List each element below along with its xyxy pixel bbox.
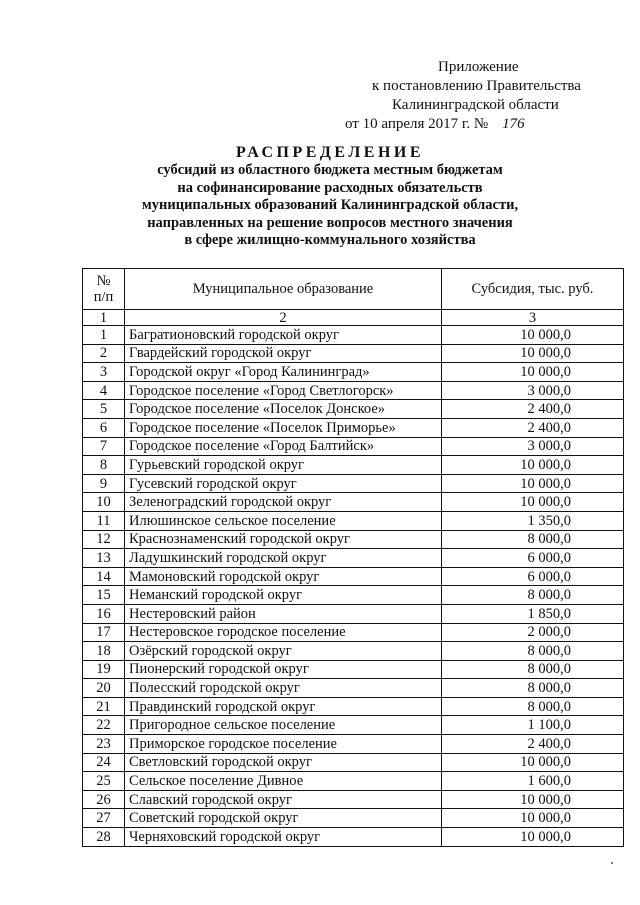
row-subsidy: 8 000,0 [442,586,624,605]
table-row [83,418,624,437]
row-municipality: Правдинский городской округ [125,697,442,716]
table-row [83,493,624,512]
table-body [83,326,624,847]
row-municipality: Пионерский городской округ [125,660,442,679]
table-row [83,437,624,456]
row-number: 7 [83,437,125,456]
table-row [83,381,624,400]
table-row [83,456,624,475]
row-number: 19 [83,660,125,679]
row-number: 24 [83,753,125,772]
row-municipality: Славский городской округ [125,790,442,809]
appendix-line-2: к постановлению Правительства [372,78,581,94]
scan-speck [611,862,613,864]
row-number: 10 [83,493,125,512]
table-row [83,474,624,493]
header-municipality: Муниципальное образование [125,269,442,310]
appendix-line-4 [300,115,600,134]
column-number: 2 [125,310,442,326]
row-municipality: Гурьевский городской округ [125,456,442,475]
row-municipality: Багратионовский городской округ [125,326,442,345]
row-subsidy: 10 000,0 [442,493,624,512]
subsidy-table [82,268,624,847]
table-row [83,567,624,586]
row-municipality: Городское поселение «Поселок Донское» [125,400,442,419]
row-municipality: Нестеровское городское поселение [125,623,442,642]
row-municipality: Илюшинское сельское поселение [125,511,442,530]
row-municipality: Пригородное сельское поселение [125,716,442,735]
table-row [83,772,624,791]
row-number: 6 [83,418,125,437]
table-row [83,809,624,828]
appendix-line-3: Калининградской области [392,97,559,113]
column-number: 3 [442,310,624,326]
row-municipality: Ладушкинский городской округ [125,549,442,568]
row-municipality: Полесский городской округ [125,679,442,698]
row-municipality: Городской округ «Город Калининград» [125,363,442,382]
row-subsidy: 10 000,0 [442,828,624,847]
table-row [83,735,624,754]
row-number: 14 [83,567,125,586]
row-number: 4 [83,381,125,400]
table-row [83,400,624,419]
row-subsidy: 3 000,0 [442,437,624,456]
header-subsidy: Субсидия, тыс. руб. [442,269,624,310]
row-subsidy: 10 000,0 [442,344,624,363]
row-municipality: Озёрский городской округ [125,642,442,661]
row-municipality: Гвардейский городской округ [125,344,442,363]
row-number: 1 [83,326,125,345]
row-number: 26 [83,790,125,809]
row-number: 20 [83,679,125,698]
row-number: 17 [83,623,125,642]
document-title [110,143,550,250]
title-line: в сфере жилищно-коммунального хозяйства [184,232,476,248]
table-row [83,753,624,772]
table-row [83,697,624,716]
table-row [83,511,624,530]
row-subsidy: 10 000,0 [442,326,624,345]
row-subsidy: 8 000,0 [442,697,624,716]
header-number-line2: п/п [93,289,114,305]
row-municipality: Приморское городское поселение [125,735,442,754]
row-subsidy: 10 000,0 [442,790,624,809]
row-number: 8 [83,456,125,475]
row-subsidy: 10 000,0 [442,809,624,828]
appendix-date: от 10 апреля 2017 г. № [345,116,489,132]
row-subsidy: 1 350,0 [442,511,624,530]
table-row [83,530,624,549]
row-municipality: Неманский городской округ [125,586,442,605]
table-row [83,363,624,382]
header-number-line1: № [96,273,111,289]
table-row [83,623,624,642]
row-subsidy: 1 600,0 [442,772,624,791]
row-municipality: Черняховский городской округ [125,828,442,847]
row-subsidy: 8 000,0 [442,679,624,698]
column-number-row [83,310,624,326]
row-subsidy: 10 000,0 [442,363,624,382]
row-municipality: Городское поселение «Город Балтийск» [125,437,442,456]
title-line: на софинансирование расходных обязательств [177,179,483,196]
row-subsidy: 1 100,0 [442,716,624,735]
table-row [83,344,624,363]
row-subsidy: 10 000,0 [442,753,624,772]
row-municipality: Краснознаменский городской округ [125,530,442,549]
row-municipality: Зеленоградский городской округ [125,493,442,512]
row-subsidy: 8 000,0 [442,530,624,549]
row-subsidy: 2 400,0 [442,418,624,437]
row-number: 16 [83,604,125,623]
table-row [83,716,624,735]
row-subsidy: 10 000,0 [442,474,624,493]
title-line: муниципальных образований Калининградской области, [141,197,519,213]
row-number: 21 [83,697,125,716]
table-row [83,642,624,661]
row-number: 11 [83,511,125,530]
table-header-row [83,269,624,310]
row-number: 28 [83,828,125,847]
row-subsidy: 2 400,0 [442,400,624,419]
row-subsidy: 10 000,0 [442,456,624,475]
table-row [83,660,624,679]
row-municipality: Городское поселение «Поселок Приморье» [125,418,442,437]
table-row [83,604,624,623]
row-subsidy: 8 000,0 [442,660,624,679]
row-subsidy: 6 000,0 [442,567,624,586]
row-municipality: Мамоновский городской округ [125,567,442,586]
row-subsidy: 1 850,0 [442,604,624,623]
row-municipality: Сельское поселение Дивное [125,772,442,791]
table-row [83,549,624,568]
row-number: 27 [83,809,125,828]
row-subsidy: 3 000,0 [442,381,624,400]
row-municipality: Городское поселение «Город Светлогорск» [125,381,442,400]
appendix-number: 176 [502,116,525,132]
row-number: 23 [83,735,125,754]
title-line: направленных на решение вопросов местного значения [147,214,513,231]
table-row [83,679,624,698]
header-number [83,269,125,310]
row-number: 3 [83,363,125,382]
column-number: 1 [83,310,125,326]
row-number: 5 [83,400,125,419]
row-municipality: Гусевский городской округ [125,474,442,493]
appendix-line-1: Приложение [438,59,519,75]
title-heading: РАСПРЕДЕЛЕНИЕ [235,144,425,161]
row-subsidy: 8 000,0 [442,642,624,661]
row-subsidy: 6 000,0 [442,549,624,568]
title-line: субсидий из областного бюджета местным бюджетам [157,162,503,178]
row-number: 22 [83,716,125,735]
table-row [83,586,624,605]
table-row [83,828,624,847]
row-municipality: Светловский городской округ [125,753,442,772]
row-subsidy: 2 000,0 [442,623,624,642]
row-number: 2 [83,344,125,363]
row-municipality: Советский городской округ [125,809,442,828]
table-row [83,326,624,345]
row-number: 15 [83,586,125,605]
row-municipality: Нестеровский район [125,604,442,623]
row-number: 12 [83,530,125,549]
table-row [83,790,624,809]
row-number: 18 [83,642,125,661]
row-number: 13 [83,549,125,568]
row-subsidy: 2 400,0 [442,735,624,754]
appendix-note [300,58,600,134]
row-number: 9 [83,474,125,493]
row-number: 25 [83,772,125,791]
